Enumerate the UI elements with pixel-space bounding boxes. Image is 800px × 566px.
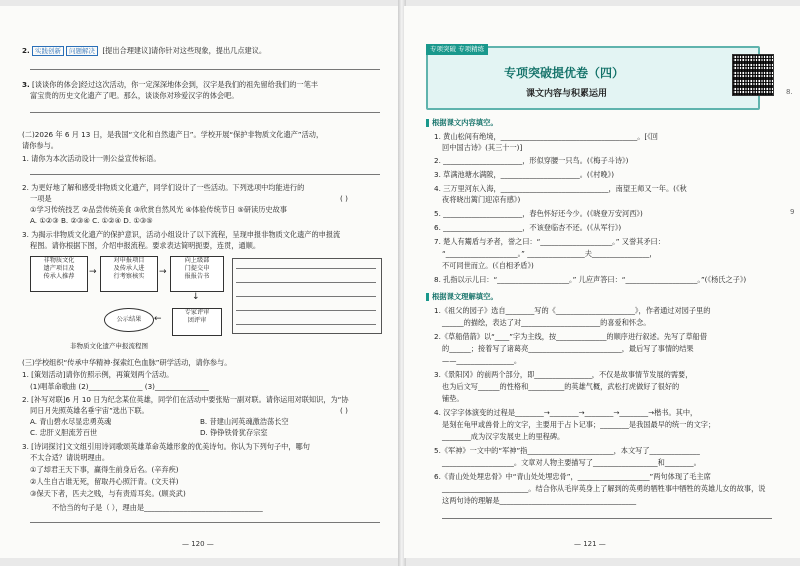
t3-text2: 不太合适？请说明理由。 [30, 453, 110, 462]
s1-text: 1. 请你为本次活动设计一则公益宣传标语。 [22, 154, 161, 163]
answer-frame [232, 258, 382, 334]
b2-text: 2.《草船借箭》以“____”字为主线，按______________的顺序进行叙述。先写了草船借 [434, 332, 708, 341]
b4-text2: 是刻在龟甲或兽骨上的文字，主要用于占卜记事；________是我国最早的统一的文字； [442, 420, 716, 429]
b5-text2: ____________________。文章对人物主要描写了__________________和________。 [442, 458, 701, 467]
edge-mark: 9 [790, 208, 795, 216]
answer-line [30, 112, 380, 113]
page-subtitle: 课文内容与积累运用 [526, 89, 608, 99]
page-number-right: — 121 — [574, 540, 606, 548]
section2-intro: (二)2026 年 6 月 13 日，是我国“文化和自然遗产日”。学校开展“保护非物质文化遗产”活动， [22, 130, 324, 139]
t3-verse-a: ①了却君王天下事，赢得生前身后名。(辛弃疾) [30, 465, 179, 474]
bullet-bar-icon [426, 293, 429, 301]
q2-tag-problem: 问题解决 [66, 46, 98, 56]
s2-items: ①学习传统技艺 ②品尝传统美食 ③欣赏自然风光 ④体验传统节日 ⑤研读历史故事 [30, 205, 287, 214]
t3-verse-b: ②人生自古谁无死，留取丹心照汗青。(文天祥) [30, 477, 179, 486]
a5-text: 5. ______________________，春色怀好还今少。(《晓登万安河西》) [434, 209, 643, 218]
bullet-bar-icon [426, 119, 429, 127]
answer-line [30, 69, 380, 70]
section-a-heading [426, 118, 498, 128]
b6-text: 6.《青山处处埋忠骨》中“青山处处埋忠骨”，____________________”两句体现了毛主席 [434, 472, 711, 481]
q2-line [22, 46, 266, 56]
arrow-down-icon: ↓ [192, 292, 200, 302]
flow-box-submit: 向上级部 门提交申 报报告书 [170, 256, 224, 292]
t2-option-d: D. 铮铮铁骨犹存宗室 [200, 428, 268, 437]
flow-caption: 非物质文化遗产申报流程图 [70, 342, 148, 350]
q3-text2: 富宝贵的历史文化遗产了吧。那么，谈谈你对珍爱汉字的体会吧。 [30, 91, 239, 100]
t3-verse-c: ③保天下者，匹夫之贱，与有责焉耳矣。(顾炎武) [30, 489, 186, 498]
section-a-label: 根据课文内容填空。 [432, 118, 498, 127]
a7-text2: “____________________。” ________________夫________________， [442, 249, 657, 258]
b4-text: 4. 汉字字体演变的过程是________→________→________→________→楷书。其中， [434, 408, 698, 417]
b6-text2: ________________________。结合你从毛岸英身上了解到的英勇的牺牲事中牺牲的英雄儿女的故事，说 [442, 484, 766, 493]
q3-line [22, 80, 318, 89]
arrow-right-icon: → [159, 267, 167, 277]
t2-option-b: B. 昔建山河英魂激浩荡长空 [200, 417, 289, 426]
section3-intro: (三)学校组织“传承中华精神·探索红色血脉”研学活动，请你参与。 [22, 358, 232, 367]
t2-text: 2. [补写对联]6 月 10 日为纪念某位英雄，同学们在活动中要张贴一副对联。请你运用对联知识，为“协 [22, 395, 349, 404]
a8-text: 8. 孔指以示儿曰：“____________________。” 儿应声答曰：“____________________。”(《杨氏之子》) [434, 275, 747, 284]
a1-text2: 回中国古诗》(其三十一)] [442, 143, 523, 152]
answer-line [30, 174, 380, 175]
t3-text: 3. [诗词探讨]文文组引用诗词歌颂英雄革命英雄形象的优美诗句。你认为下列句子中，哪句 [22, 442, 310, 451]
b1-text: 1.《祖父的园子》选自________写的《______________________》，作者通过对园子里的 [434, 306, 711, 315]
q2-text: [提出合理建议]请你针对这些现象，提出几点建议。 [102, 46, 267, 55]
b2-text2: 的______；接着写了诸葛亮__________________________，最后写了事情的结果 [442, 344, 694, 353]
answer-line [30, 522, 380, 523]
t1-blanks: (1)唱革命歌曲 (2)_______________ (3)_______________ [30, 382, 209, 391]
arrow-left-icon: ← [154, 314, 162, 324]
a6-text: 6. ______________________，不该登临杏不还。(《从军行》) [434, 223, 622, 232]
section-b-label: 根据课文理解填空。 [432, 292, 498, 301]
a7-text: 7. 楚人有鬻盾与矛者，誉之曰：“____________________。” 又誉其矛曰： [434, 237, 665, 246]
a2-text: 2. ______________________，形似穿腰一只鸟。(《梅子斗诗》) [434, 156, 629, 165]
s2-text2: 一项是 [30, 194, 52, 203]
q2-number: 2. [22, 46, 30, 55]
a1-text: 1. 黄山松间有绝境，______________________________________。[《回 [434, 132, 658, 141]
b5-text: 5.《军神》一文中的“军神”指________________________，本文写了______________ [434, 446, 700, 455]
s2-answer-paren: ( ) [340, 194, 348, 203]
flow-box-verify: 对申报项目 及传承人进 行考察核实 [100, 256, 158, 292]
s3-text: 3. 为揭示非物质文化遗产的保护意识，活动小组设计了以下流程，呈现申报非物质文化遗产的申报流 [22, 230, 341, 239]
a3-text: 3. 草满池塘水满陂，______________________。(《村晚》) [434, 170, 615, 179]
b3-text3: 铺垫。 [442, 394, 464, 403]
b3-text2: 也为后文写______的性格和__________的英雄气概，武松打虎做好了很好的 [442, 382, 680, 391]
qr-code-icon [732, 54, 774, 96]
right-page [404, 6, 800, 558]
left-page [0, 6, 400, 558]
answer-line [442, 518, 772, 519]
t2-answer-paren: ( ) [340, 406, 348, 415]
q2-tag-practice: 实践创新 [32, 46, 64, 56]
q3-number: 3. [22, 80, 30, 89]
arrow-right-icon: → [89, 267, 97, 277]
t3-answer: 不恰当的句子是（ ），理由是_________________________________ [52, 503, 263, 512]
q3-text: [谈谈你的体会]经过这次活动，你一定深深地体会到，汉字是我们的祖先留给我们的一笔丰 [32, 80, 318, 89]
b3-text: 3.《景阳冈》的前两个部分，即________________，不仅是故事情节发展的需要， [434, 370, 693, 379]
s2-text: 2. 为更好地了解和感受非物质文化遗产，同学们设计了一些活动。下列选项中均能进行的 [22, 183, 305, 192]
s3-text2: 程图。请你根据下图，介绍申报流程。要求表达简明扼要，连贯，通顺。 [30, 241, 261, 250]
t2-option-c: C. 忠肝义胆流芳百世 [30, 428, 98, 437]
b4-text3: ________成为汉字发展史上的里程碑。 [442, 432, 565, 441]
flow-box-recommend: 非物质文化 遗产项目及 传承人推荐 [30, 256, 88, 292]
section-b-heading [426, 292, 498, 302]
t2-text2: 同日月先照英雄名垂宇宙”选出下联。 [30, 406, 149, 415]
t2-option-a: A. 青山碧水尽显忠勇英魂 [30, 417, 112, 426]
flow-box-announce: 公示结果 [104, 308, 154, 332]
flow-box-review: 专家评审 团评审 [172, 308, 222, 336]
a4-text2: 夜将晓出篱门迎凉有感》) [442, 195, 521, 204]
b2-text3: ——________________。 [442, 356, 522, 365]
b1-text2: ______的描绘，表达了对______________________的喜爱和怀念。 [442, 318, 651, 327]
edge-mark: 8. [786, 88, 793, 96]
a7-text3: 不可同世而立。(《自相矛盾》) [442, 261, 534, 270]
page-number-left: — 120 — [182, 540, 214, 548]
section-badge: 专项突破 专项精练 [426, 44, 488, 55]
a4-text: 4. 三万里河东入海，______________________________，南望王师又一年。(《秋 [434, 184, 687, 193]
section2-intro2: 请你参与。 [22, 141, 58, 150]
s2-options: A. ①②③ B. ②③④ C. ①②④ D. ①③⑤ [30, 216, 153, 225]
t1-text: 1. [策划活动]请你仿照示例，再策划两个活动。 [22, 370, 174, 379]
page-title: 专项突破提优卷（四） [504, 66, 625, 80]
b6-text3: 这两句诗的理解是______________________________________ [442, 496, 637, 505]
